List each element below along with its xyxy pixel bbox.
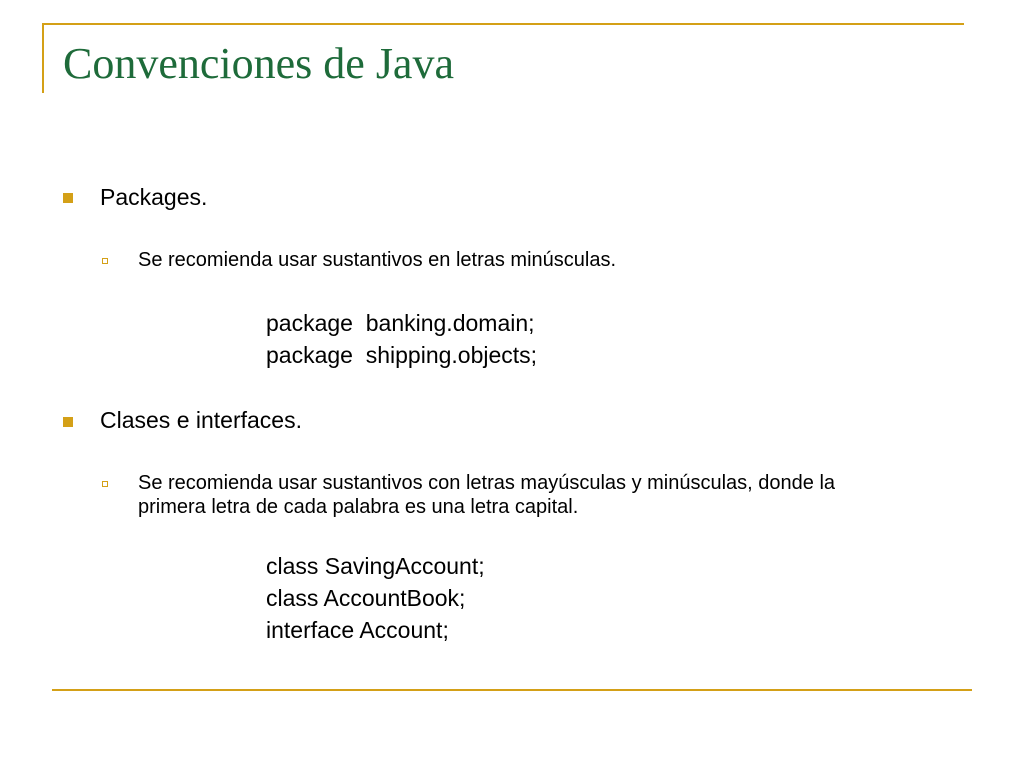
section-heading-classes: Clases e interfaces.: [100, 407, 302, 433]
code-line: package shipping.objects;: [266, 342, 538, 368]
square-bullet-icon: [63, 417, 73, 427]
code-line: package banking.domain;: [266, 310, 535, 336]
section-heading-packages: Packages.: [100, 184, 208, 210]
slide-title: Convenciones de Java: [63, 39, 454, 88]
section-note-classes: Se recomienda usar sustantivos con letras mayúsculas y minúsculas, donde la primera letra de cada palabra es una letra capital.: [138, 472, 836, 518]
hollow-square-bullet-icon: [102, 258, 108, 264]
code-line: class AccountBook;: [266, 585, 466, 611]
code-line: class SavingAccount;: [266, 553, 485, 579]
frame-left-line: [42, 23, 44, 93]
frame-top-line: [42, 23, 964, 25]
section-note-packages: Se recomienda usar sustantivos en letras minúsculas.: [138, 249, 617, 271]
hollow-square-bullet-icon: [102, 481, 108, 487]
frame-bottom-line: [52, 689, 972, 691]
code-line: interface Account;: [266, 617, 449, 643]
square-bullet-icon: [63, 193, 73, 203]
